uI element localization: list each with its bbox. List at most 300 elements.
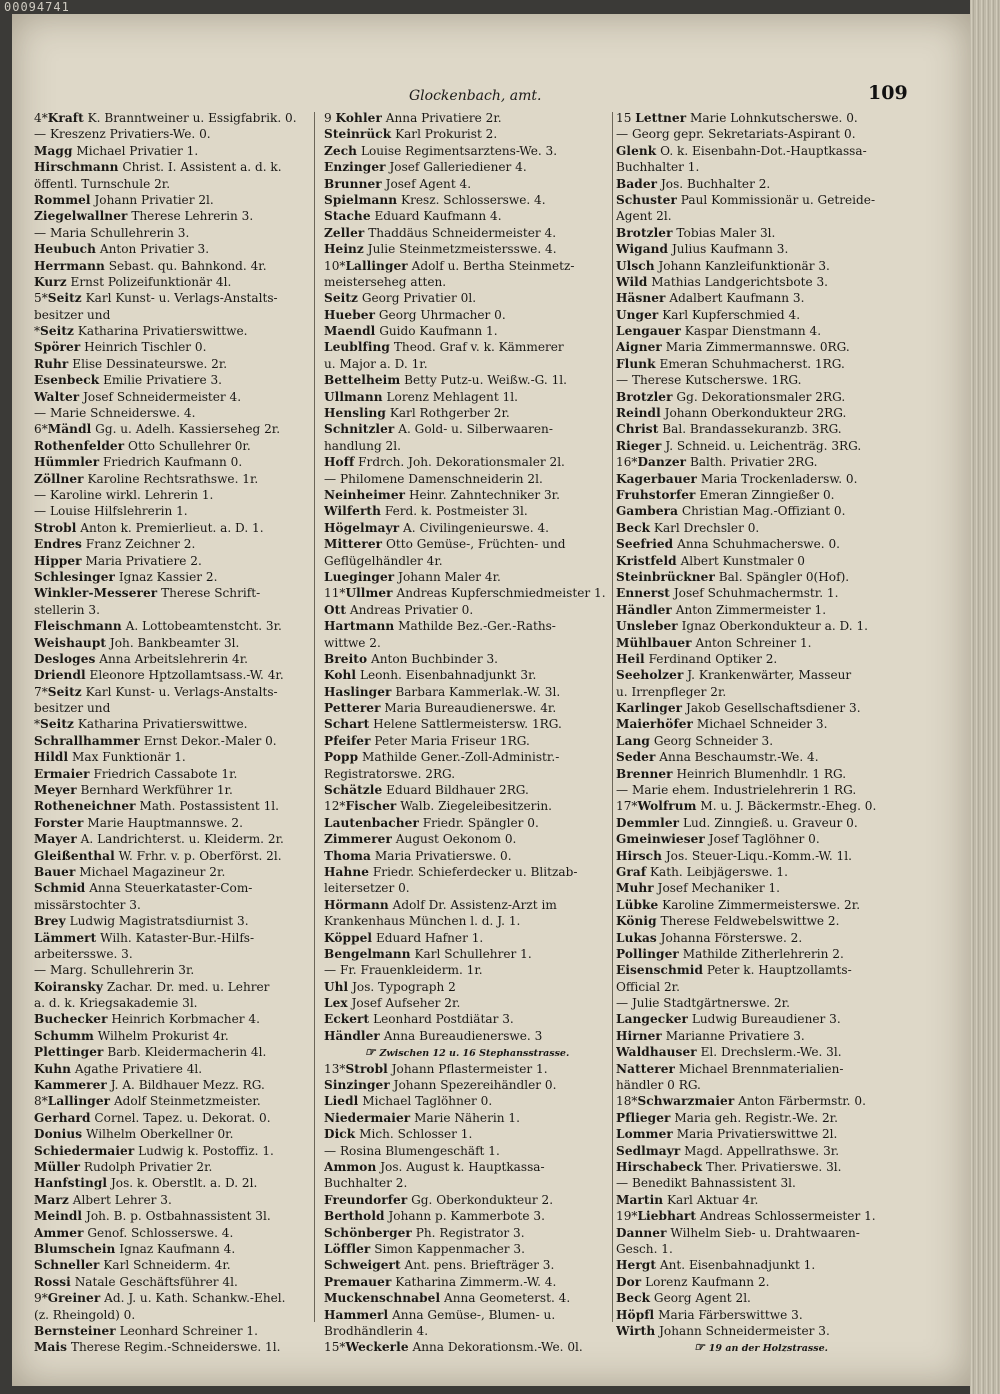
resident-surname: Hoff (324, 455, 355, 470)
resident-details: Friedr. Schieferdecker u. Blitzab- (369, 864, 578, 879)
resident-surname: Häsner (616, 291, 666, 306)
resident-surname: Seeholzer (616, 668, 684, 683)
house-number: 13* (324, 1061, 346, 1076)
resident-details: Bal. Spängler 0(Hof). (714, 569, 850, 584)
resident-details: J. A. Bildhauer Mezz. RG. (106, 1078, 265, 1093)
resident-surname: Marz (34, 1192, 69, 1207)
directory-entry (616, 733, 906, 749)
resident-details: Karl Schullehrer 1. (410, 946, 532, 961)
directory-entry (34, 454, 310, 470)
resident-details: Anna Beschaumstr.-We. 4. (655, 750, 819, 765)
directory-entry (616, 880, 906, 896)
resident-surname: Natterer (616, 1061, 675, 1076)
directory-entry (616, 1143, 906, 1159)
resident-surname: Sinzinger (324, 1078, 390, 1093)
directory-entry (34, 848, 310, 864)
resident-surname: Fruhstorfer (616, 487, 696, 502)
column-1 (34, 110, 310, 1356)
directory-entry (34, 930, 310, 946)
resident-details: Andreas Schlossermeister 1. (696, 1209, 876, 1224)
directory-entry (34, 700, 310, 716)
resident-details: — Rosina Blumengeschäft 1. (324, 1143, 500, 1158)
directory-entry (34, 126, 310, 142)
resident-surname: Schumm (34, 1028, 94, 1043)
resident-surname: Brunner (324, 176, 382, 191)
resident-surname: Meindl (34, 1209, 83, 1224)
resident-surname: Glenk (616, 143, 657, 158)
resident-surname: Mändl (47, 422, 92, 437)
resident-surname: Köppel (324, 930, 373, 945)
directory-entry (324, 274, 610, 290)
resident-surname: Lex (324, 996, 348, 1011)
resident-details: Official 2r. (616, 979, 680, 994)
directory-entry (324, 1077, 610, 1093)
directory-entry (34, 290, 310, 306)
resident-details: u. Major a. D. 1r. (324, 356, 428, 371)
directory-entry (324, 421, 610, 437)
directory-entry (34, 1257, 310, 1273)
directory-entry (324, 684, 610, 700)
resident-surname: Schrallhammer (34, 733, 140, 748)
resident-details: Emeran Schuhmacherst. 1RG. (655, 356, 845, 371)
directory-entry (324, 618, 610, 634)
directory-entry (616, 1061, 906, 1077)
directory-entry (324, 553, 610, 569)
directory-entry (34, 1208, 310, 1224)
resident-surname: Bader (616, 176, 658, 191)
directory-entry (34, 356, 310, 372)
resident-surname: Händler (616, 602, 672, 617)
directory-entry (616, 848, 906, 864)
resident-details: Christian Mag.-Offiziant 0. (678, 504, 846, 519)
resident-details: Albert Kunstmaler 0 (676, 553, 806, 568)
directory-entry (616, 930, 906, 946)
directory-entry (324, 536, 610, 552)
directory-entry (616, 520, 906, 536)
resident-details: Anna Schuhmacherswe. 0. (673, 537, 841, 552)
resident-details: Emilie Privatiere 3. (99, 373, 222, 388)
directory-entry (34, 536, 310, 552)
resident-surname: Graf (616, 864, 647, 879)
resident-surname: Lukas (616, 930, 657, 945)
directory-entry (34, 1028, 310, 1044)
directory-entry (34, 831, 310, 847)
resident-surname: Hirsch (616, 848, 662, 863)
resident-surname: Langecker (616, 1012, 688, 1027)
directory-entry (34, 1323, 310, 1339)
directory-entry (324, 995, 610, 1011)
resident-surname: Zöllner (34, 471, 84, 486)
directory-entry (324, 1274, 610, 1290)
directory-entry (616, 258, 906, 274)
directory-entry (616, 569, 906, 585)
street-section-note (616, 1339, 906, 1355)
directory-entry (616, 602, 906, 618)
directory-entry (324, 176, 610, 192)
resident-surname: Ziegelwallner (34, 209, 128, 224)
directory-entry (616, 438, 906, 454)
resident-details: händler 0 RG. (616, 1078, 701, 1093)
resident-details: Geflügelhändler 4r. (324, 553, 443, 568)
resident-details: Johann Maler 4r. (394, 569, 501, 584)
resident-details: Karl Kunst- u. Verlags-Anstalts- (81, 684, 278, 699)
directory-entry (324, 831, 610, 847)
resident-details: Johanna Försterswe. 2. (656, 930, 803, 945)
directory-entry (616, 897, 906, 913)
resident-surname: Schnitzler (324, 422, 395, 437)
resident-surname: Kammerer (34, 1078, 107, 1093)
directory-entry (324, 651, 610, 667)
resident-surname: Zeller (324, 225, 365, 240)
street-section-note (324, 1044, 610, 1060)
resident-details: Eduard Kaufmann 4. (370, 209, 502, 224)
resident-details: leitersetzer 0. (324, 881, 410, 896)
resident-details: Anna Steuerkataster-Com- (85, 881, 253, 896)
directory-entry (324, 913, 610, 929)
resident-surname: Lueginger (324, 569, 395, 584)
resident-surname: Mitterer (324, 537, 383, 552)
resident-details: Heinr. Zahntechniker 3r. (405, 487, 560, 502)
resident-surname: Demmler (616, 815, 680, 830)
resident-surname: Hirner (616, 1028, 662, 1043)
directory-entry (324, 667, 610, 683)
directory-entry (34, 864, 310, 880)
directory-entry (34, 208, 310, 224)
resident-details: O. k. Eisenbahn-Dot.-Hauptkassa- (656, 143, 867, 158)
directory-entry (616, 471, 906, 487)
resident-surname: Lommer (616, 1127, 673, 1142)
resident-details: Wilhelm Oberkellner 0r. (82, 1127, 234, 1142)
house-number: 12* (324, 799, 346, 814)
resident-details: Betty Putz-u. Weißw.-G. 1l. (400, 373, 567, 388)
directory-entry (324, 848, 610, 864)
directory-entry (34, 110, 310, 126)
resident-details: August Oekonom 0. (391, 832, 517, 847)
resident-surname: Dor (616, 1274, 642, 1289)
resident-details: u. Irrenpfleger 2r. (616, 684, 727, 699)
resident-details: J. Schneid. u. Leichenträg. 3RG. (661, 438, 862, 453)
resident-details: Mathias Landgerichtsbote 3. (647, 274, 829, 289)
directory-entry (34, 339, 310, 355)
resident-details: Karl Aktuar 4r. (663, 1192, 759, 1207)
resident-surname: Lettner (635, 111, 687, 125)
column-divider (612, 112, 613, 1322)
directory-entry (34, 962, 310, 978)
directory-entry (324, 749, 610, 765)
resident-surname: Hipper (34, 553, 82, 568)
directory-entry (616, 307, 906, 323)
resident-surname: Wirth (616, 1323, 656, 1338)
resident-details: J. Krankenwärter, Masseur (683, 668, 852, 683)
resident-details: A. Civilingenieurswe. 4. (399, 520, 550, 535)
resident-details: Julie Steinmetzmeistersswe. 4. (363, 242, 557, 257)
resident-details: Kaspar Dienstmann 4. (680, 324, 822, 339)
resident-surname: Brenner (616, 766, 673, 781)
directory-entry (616, 1290, 906, 1306)
directory-entry (324, 897, 610, 913)
directory-entry (616, 700, 906, 716)
resident-details: Christ. I. Assistent a. d. k. (118, 160, 282, 175)
directory-entry (616, 1011, 906, 1027)
note-text: Zwischen 12 u. 16 Stephansstrasse. (379, 1048, 570, 1060)
resident-surname: Schlesinger (34, 569, 115, 584)
directory-entry (616, 487, 906, 503)
resident-details: Mathilde Bez.-Ger.-Raths- (394, 619, 556, 634)
resident-details: Joh. B. p. Ostbahnassistent 3l. (82, 1209, 271, 1224)
directory-entry (34, 143, 310, 159)
resident-details: — Marie Schneiderswe. 4. (34, 406, 196, 421)
directory-entry (616, 1274, 906, 1290)
resident-details: arbeitersswe. 3. (34, 946, 133, 961)
resident-details: Karoline Rechtsrathswe. 1r. (83, 471, 259, 486)
resident-surname: Ruhr (34, 356, 69, 371)
resident-details: Adalbert Kaufmann 3. (665, 291, 805, 306)
resident-surname: Danner (616, 1225, 667, 1240)
resident-details: Michael Privatier 1. (72, 143, 199, 158)
directory-entry (34, 569, 310, 585)
resident-surname: Pfeifer (324, 733, 371, 748)
directory-entry (324, 503, 610, 519)
resident-surname: Ott (324, 602, 347, 617)
resident-details: Therese Regim.-Schneiderswe. 1l. (67, 1340, 281, 1355)
resident-details: Josef Schneidermeister 4. (79, 389, 242, 404)
resident-details: A. Gold- u. Silberwaaren- (394, 422, 553, 437)
house-number: 7* (34, 684, 48, 699)
resident-surname: Eckert (324, 1012, 370, 1027)
resident-surname: Uhl (324, 979, 349, 994)
pointing-hand-icon: ☞ (694, 1340, 705, 1355)
resident-details: Eduard Hafner 1. (372, 930, 484, 945)
resident-details: Guido Kaufmann 1. (375, 324, 498, 339)
directory-entry (324, 1061, 610, 1077)
resident-details: Johann Kanzleifunktionär 3. (654, 258, 830, 273)
resident-details: meisterseheg atten. (324, 274, 447, 289)
directory-entry (324, 143, 610, 159)
resident-details: Registratorswe. 2RG. (324, 766, 456, 781)
resident-details: Anna Privatiere 2r. (381, 111, 502, 125)
directory-entry (324, 126, 610, 142)
directory-entry (324, 766, 610, 782)
directory-entry (616, 1241, 906, 1257)
resident-details: Sebast. qu. Bahnkond. 4r. (104, 258, 267, 273)
directory-entry (324, 864, 610, 880)
directory-entry (616, 176, 906, 192)
resident-details: Mathilde Gener.-Zoll-Administr.- (358, 750, 560, 765)
resident-details: Frdrch. Joh. Dekorationsmaler 2l. (354, 455, 565, 470)
resident-surname: Blumschein (34, 1241, 116, 1256)
resident-surname: Sedlmayr (616, 1143, 681, 1158)
directory-entry (324, 815, 610, 831)
resident-details: handlung 2l. (324, 438, 401, 453)
resident-details: Franz Zeichner 2. (81, 537, 196, 552)
resident-details: — Marg. Schullehrerin 3r. (34, 963, 195, 978)
resident-details: Karl Prokurist 2. (391, 127, 498, 142)
house-number: 19* (616, 1209, 638, 1224)
resident-surname: Winkler-Messerer (34, 586, 158, 601)
directory-entry (616, 1093, 906, 1109)
resident-surname: Eisenschmid (616, 963, 704, 978)
resident-surname: Seitz (40, 717, 75, 732)
directory-entry (616, 749, 906, 765)
house-number: 15 (616, 111, 636, 125)
resident-surname: Händler (324, 1028, 380, 1043)
directory-entry (34, 307, 310, 323)
resident-details: Leonhard Schreiner 1. (115, 1323, 258, 1338)
resident-details: Elise Dessinateurswe. 2r. (68, 356, 228, 371)
page-header (12, 78, 908, 104)
resident-surname: Wolfrum (637, 799, 697, 814)
resident-details: Lorenz Mehlagent 1l. (382, 389, 518, 404)
resident-details: Maria Privatierswe. 0. (371, 848, 512, 863)
house-number: 10* (324, 258, 346, 273)
directory-entry (324, 454, 610, 470)
directory-entry (324, 1126, 610, 1142)
directory-entry (616, 241, 906, 257)
resident-details: Josef Aufseher 2r. (347, 996, 461, 1011)
directory-entry (324, 1110, 610, 1126)
directory-entry (324, 225, 610, 241)
directory-entry (34, 716, 310, 732)
directory-entry (34, 979, 310, 995)
directory-entry (616, 323, 906, 339)
resident-surname: Hensling (324, 406, 386, 421)
house-number: 4* (34, 111, 48, 125)
directory-entry (324, 1225, 610, 1241)
resident-details: K. Branntweiner u. Essigfabrik. 0. (83, 111, 297, 125)
resident-surname: Reindl (616, 406, 661, 421)
resident-surname: Ermaier (34, 766, 90, 781)
directory-entry (34, 782, 310, 798)
resident-surname: Walter (34, 389, 80, 404)
resident-details: Therese Schrift- (157, 586, 261, 601)
directory-entry (34, 503, 310, 519)
resident-surname: Hanfstingl (34, 1176, 108, 1191)
resident-details: Cornel. Tapez. u. Dekorat. 0. (90, 1110, 271, 1125)
resident-surname: Seder (616, 750, 656, 765)
resident-details: Peter k. Hauptzollamts- (703, 963, 852, 978)
resident-surname: Ulsch (616, 258, 655, 273)
resident-details: Eleonore Hptzollamtsass.-W. 4r. (85, 668, 284, 683)
resident-surname: Beck (616, 1291, 651, 1306)
resident-surname: Steinbrückner (616, 569, 715, 584)
resident-details: Rudolph Privatier 2r. (80, 1160, 213, 1174)
resident-surname: Dick (324, 1127, 356, 1142)
directory-entry (34, 733, 310, 749)
directory-entry (324, 1257, 610, 1273)
resident-details: Genof. Schlosserswe. 4. (83, 1225, 234, 1240)
directory-entry (34, 471, 310, 487)
resident-surname: Breito (324, 651, 368, 666)
resident-surname: Mayer (34, 832, 77, 847)
resident-surname: Unsleber (616, 619, 678, 634)
directory-entry (324, 405, 610, 421)
directory-entry (616, 618, 906, 634)
resident-surname: Martin (616, 1192, 664, 1207)
resident-details: Anton Färbermstr. 0. (734, 1094, 866, 1109)
directory-entry (324, 356, 610, 372)
resident-surname: Pollinger (616, 946, 679, 961)
resident-details: Karl Drechsler 0. (650, 520, 760, 535)
resident-details: Ernst Dekor.-Maler 0. (139, 733, 277, 748)
resident-surname: König (616, 914, 657, 929)
directory-entry (616, 782, 906, 798)
resident-details: stellerin 3. (34, 602, 100, 617)
resident-surname: Berthold (324, 1209, 385, 1224)
directory-entry (616, 864, 906, 880)
resident-details: Georg Privatier 0l. (357, 291, 477, 306)
resident-surname: Seitz (40, 324, 75, 339)
resident-details: Karl Kunst- u. Verlags-Anstalts- (81, 291, 278, 306)
directory-entry (324, 635, 610, 651)
resident-details: Tobias Maler 3l. (672, 225, 776, 240)
resident-surname: Kurz (34, 274, 67, 289)
directory-entry (616, 798, 906, 814)
directory-entry (324, 962, 610, 978)
resident-details: — Georg gepr. Sekretariats-Aspirant 0. (616, 127, 856, 142)
resident-details: Georg Uhrmacher 0. (375, 307, 506, 322)
column-3 (616, 110, 906, 1356)
resident-details: Balth. Privatier 2RG. (686, 455, 818, 470)
resident-surname: Bernsteiner (34, 1323, 116, 1338)
resident-details: Johann p. Kammerbote 3. (384, 1209, 545, 1224)
resident-surname: Rieger (616, 438, 662, 453)
resident-surname: Kuhn (34, 1061, 72, 1076)
resident-details: Agathe Privatiere 4l. (71, 1061, 203, 1076)
resident-surname: Neinheimer (324, 487, 406, 502)
directory-entry (616, 766, 906, 782)
resident-details: Natale Geschäftsführer 4l. (70, 1274, 238, 1289)
resident-surname: Driendl (34, 668, 86, 683)
directory-entry (34, 520, 310, 536)
resident-surname: Schweigert (324, 1258, 401, 1273)
resident-surname: Magg (34, 143, 73, 158)
directory-entry (324, 471, 610, 487)
resident-details: Josef Schuhmachermstr. 1. (669, 586, 839, 601)
directory-entry (616, 979, 906, 995)
resident-surname: Bettelheim (324, 373, 401, 388)
resident-surname: Löffler (324, 1241, 371, 1256)
directory-entry (34, 946, 310, 962)
directory-entry (34, 651, 310, 667)
resident-surname: Kagerbauer (616, 471, 698, 486)
resident-details: Marianne Privatiere 3. (661, 1028, 805, 1043)
directory-entry (324, 307, 610, 323)
directory-entry (616, 1110, 906, 1126)
directory-entry (616, 454, 906, 470)
resident-surname: Schneller (34, 1258, 100, 1273)
resident-details: Georg Schneider 3. (650, 733, 774, 748)
resident-surname: Mühlbauer (616, 635, 692, 650)
directory-entry (324, 716, 610, 732)
directory-entry (616, 405, 906, 421)
directory-entry (324, 585, 610, 601)
house-number: 11* (324, 586, 346, 601)
resident-details: Agent 2l. (616, 209, 672, 224)
resident-details: Johann Oberkondukteur 2RG. (660, 406, 847, 421)
directory-entry (324, 602, 610, 618)
resident-details: A. Landrichterst. u. Kleiderm. 2r. (76, 832, 284, 847)
resident-details: Helene Sattlermeistersw. 1RG. (369, 717, 562, 732)
resident-surname: Hirschabeck (616, 1160, 703, 1174)
directory-entry (324, 192, 610, 208)
resident-surname: Zech (324, 143, 358, 158)
page-number: 109 (868, 82, 908, 104)
resident-details: Josef Taglöhner 0. (704, 832, 820, 847)
directory-entry (34, 880, 310, 896)
directory-entry (324, 946, 610, 962)
directory-entry (34, 553, 310, 569)
directory-entry (616, 1323, 906, 1339)
